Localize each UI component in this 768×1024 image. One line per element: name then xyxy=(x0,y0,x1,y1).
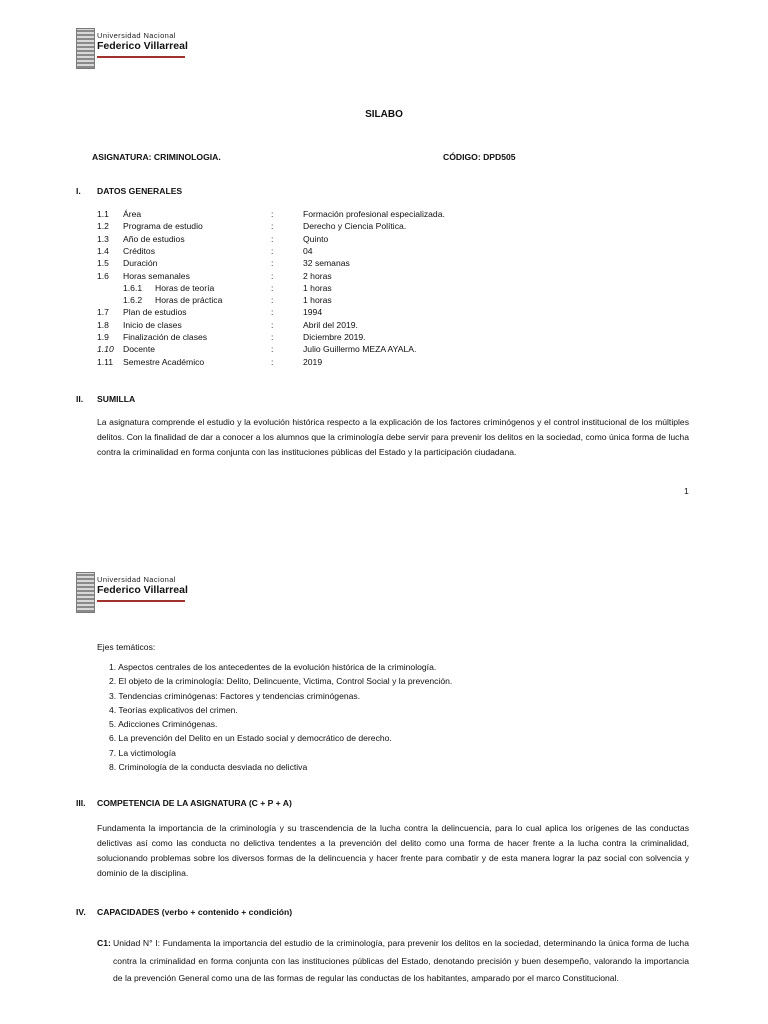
row-label: Docente xyxy=(123,344,156,355)
section-2-number: II. xyxy=(76,394,84,404)
row-value: 2 horas xyxy=(303,270,332,281)
row-num: 1.6.2 xyxy=(123,295,143,306)
ejes-list xyxy=(97,662,452,776)
section-3-number: III. xyxy=(76,798,86,808)
logo-name-text: Federico Villarreal xyxy=(97,584,188,596)
row-label: Horas de práctica xyxy=(155,295,223,306)
logo-name-text: Federico Villarreal xyxy=(97,40,188,52)
row-colon: : xyxy=(271,221,274,232)
row-value: 1 horas xyxy=(303,295,332,306)
list-item: 3. Tendencias criminógenas: Factores y tendencias criminógenas. xyxy=(109,690,361,701)
section-4-number: IV. xyxy=(76,907,86,917)
list-item: 7. La victimología xyxy=(109,747,176,758)
row-value: Diciembre 2019. xyxy=(303,332,366,342)
row-colon: : xyxy=(271,282,274,293)
row-value: 1 horas xyxy=(303,282,332,293)
row-num: 1.10 xyxy=(97,344,114,355)
asignatura-label: ASIGNATURA: CRIMINOLOGIA. xyxy=(92,152,221,162)
row-colon: : xyxy=(271,295,274,306)
row-num: 1.8 xyxy=(97,319,109,330)
row-num: 1.5 xyxy=(97,258,109,269)
codigo-label: CÓDIGO: DPD505 xyxy=(443,152,516,162)
section-4-title: CAPACIDADES (verbo + contenido + condición) xyxy=(97,907,293,917)
page-title: SILABO xyxy=(365,109,403,120)
row-value: Julio Guillermo MEZA AYALA. xyxy=(303,344,417,355)
row-label: Horas semanales xyxy=(123,270,190,281)
row-num: 1.11 xyxy=(97,356,114,367)
page-number: 1 xyxy=(684,486,689,496)
row-label: Créditos xyxy=(123,245,155,256)
c1-label: C1: xyxy=(97,938,111,948)
row-colon: : xyxy=(271,319,274,330)
row-value: 04 xyxy=(303,245,313,256)
ejes-title: Ejes temáticos: xyxy=(97,642,156,652)
list-item: 5. Adicciones Criminógenas. xyxy=(109,719,218,730)
c1-paragraph: Unidad N° I: Fundamenta la importancia del estudio de la criminología, para prevenir los delitos en la sociedad, determinando la única forma de lucha contra la criminalidad en forma conjunta con las instituciones públicas del Estado, denotando precisión y buen desempeño, valorando la importancia de la prevención General como una de las formas de regular las conductas de los habitantes, amparado por el marco Constitucional. xyxy=(113,938,689,983)
row-colon: : xyxy=(271,356,274,367)
row-value: Quinto xyxy=(303,233,329,244)
row-label: Año de estudios xyxy=(123,233,185,244)
section-1-number: I. xyxy=(76,186,81,196)
logo-underline xyxy=(97,56,185,58)
row-label: Semestre Académico xyxy=(123,356,205,367)
row-value: Derecho y Ciencia Política. xyxy=(303,221,407,232)
logo-university-text: Universidad Nacional xyxy=(97,31,176,40)
row-colon: : xyxy=(271,344,274,355)
row-num: 1.4 xyxy=(97,245,109,256)
row-label: Área xyxy=(123,209,142,219)
row-colon: : xyxy=(271,258,274,269)
logo-university-text: Universidad Nacional xyxy=(97,575,176,584)
section-3-title: COMPETENCIA DE LA ASIGNATURA (C + P + A) xyxy=(97,798,292,808)
row-value: 1994 xyxy=(303,307,323,318)
row-label: Duración xyxy=(123,258,158,269)
row-num: 1.6.1 xyxy=(123,282,143,293)
row-num: 1.9 xyxy=(97,332,109,342)
list-item: 8. Criminología de la conducta desviada no delictiva xyxy=(109,762,308,773)
row-num: 1.7 xyxy=(97,307,109,318)
row-label: Programa de estudio xyxy=(123,221,203,232)
row-label: Inicio de clases xyxy=(123,319,182,330)
row-label: Horas de teoría xyxy=(155,282,215,293)
list-item: 1. Aspectos centrales de los antecedentes de la evolución histórica de la criminología. xyxy=(109,662,437,672)
row-num: 1.6 xyxy=(97,270,109,281)
row-num: 1.1 xyxy=(97,209,109,219)
row-num: 1.2 xyxy=(97,221,109,232)
university-seal-icon xyxy=(76,572,95,613)
list-item: 6. La prevención del Delito en un Estado social y democrático de derecho. xyxy=(109,733,392,744)
row-value: Abril del 2019. xyxy=(303,319,358,330)
row-value: Formación profesional especializada. xyxy=(303,209,445,219)
row-colon: : xyxy=(271,270,274,281)
section-2-title: SUMILLA xyxy=(97,394,136,404)
row-colon: : xyxy=(271,332,274,342)
row-label: Finalización de clases xyxy=(123,332,208,342)
logo-underline xyxy=(97,600,185,602)
sumilla-paragraph: La asignatura comprende el estudio y la evolución histórica respecto a la explicación de los factores criminógenos y el control institucional de los múltiples delitos. Con la finalidad de dar a conocer a los alumnos que la criminología debe servir para prevenir los delitos en la sociedad, como única forma de lucha contra la criminalidad en forma conjunta con las instituciones públicas del Estado y la participación ciudadana. xyxy=(97,417,689,457)
university-seal-icon xyxy=(76,28,95,69)
row-num: 1.3 xyxy=(97,233,109,244)
list-item: 4. Teorías explicativos del crimen. xyxy=(109,704,238,715)
row-value: 32 semanas xyxy=(303,258,350,269)
row-colon: : xyxy=(271,209,274,219)
list-item: 2. El objeto de la criminología: Delito, Delincuente, Victima, Control Social y la prevención. xyxy=(109,676,453,687)
competencia-paragraph: Fundamenta la importancia de la criminología y su trascendencia de la lucha contra la delincuencia, para lo cual aplica los orígenes de las conductas delictivas así como las conducta no delictiva tendentes a la prevención del delito como una forma de hacer frente a la lucha contra la criminalidad, solucionando problemas sobre los diversos formas de la delincuencia y hacer frente para combatir y de esta manera lograr la paz social con solvencia y dominio de la disciplina. xyxy=(97,823,689,878)
row-colon: : xyxy=(271,307,274,318)
row-label: Plan de estudios xyxy=(123,307,187,318)
university-logo xyxy=(76,572,186,612)
row-value: 2019 xyxy=(303,356,323,367)
row-colon: : xyxy=(271,245,274,256)
section-1-title: DATOS GENERALES xyxy=(97,186,183,196)
university-logo xyxy=(76,28,186,68)
row-colon: : xyxy=(271,233,274,244)
